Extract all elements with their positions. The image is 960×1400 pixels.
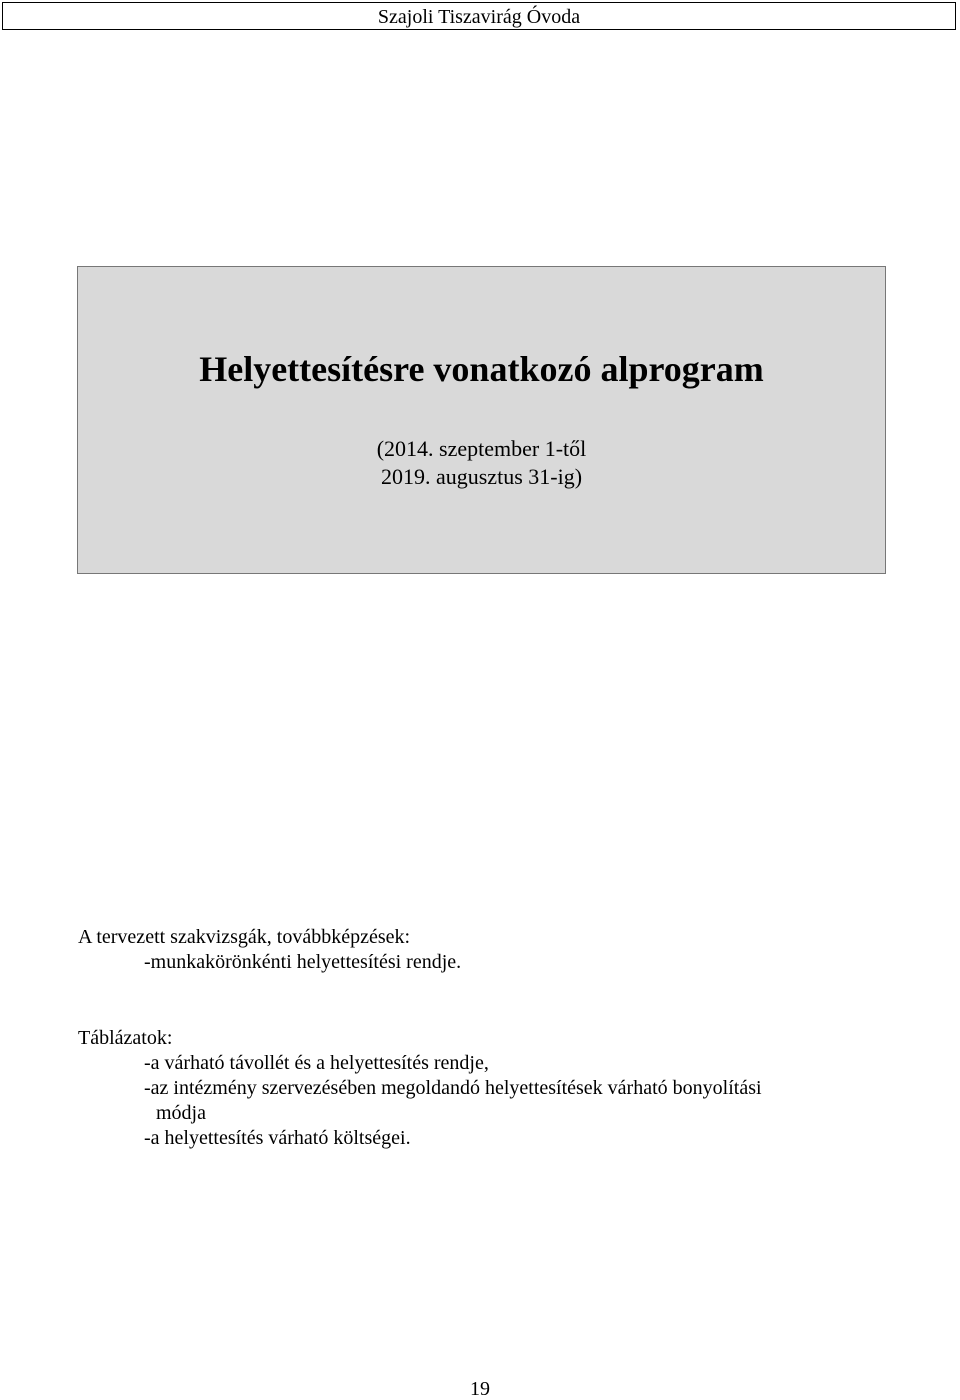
- page-number: 19: [470, 1378, 490, 1400]
- date-end: 2019. augusztus 31-ig): [380, 464, 583, 489]
- section-heading-trainings: A tervezett szakvizsgák, továbbképzések:: [78, 926, 411, 948]
- page-header: [2, 2, 956, 30]
- date-range: [78, 435, 885, 491]
- date-start: (2014. szeptember 1-től: [376, 436, 587, 461]
- title-box: [77, 266, 886, 574]
- list-item-continuation: módja: [156, 1102, 206, 1124]
- list-item: -az intézmény szervezésében megoldandó helyettesítések várható bonyolítási: [144, 1077, 762, 1099]
- spacer: [78, 975, 938, 1026]
- header-text: Szajoli Tiszavirág Óvoda: [377, 6, 581, 28]
- list-item: -a várható távollét és a helyettesítés rendje,: [144, 1052, 489, 1074]
- document-title: Helyettesítésre vonatkozó alprogram: [199, 349, 764, 389]
- document-body: [78, 925, 938, 1151]
- list-item: -a helyettesítés várható költségei.: [144, 1127, 411, 1149]
- list-item: -munkakörönkénti helyettesítési rendje.: [144, 951, 462, 973]
- section-heading-tables: Táblázatok:: [78, 1027, 173, 1049]
